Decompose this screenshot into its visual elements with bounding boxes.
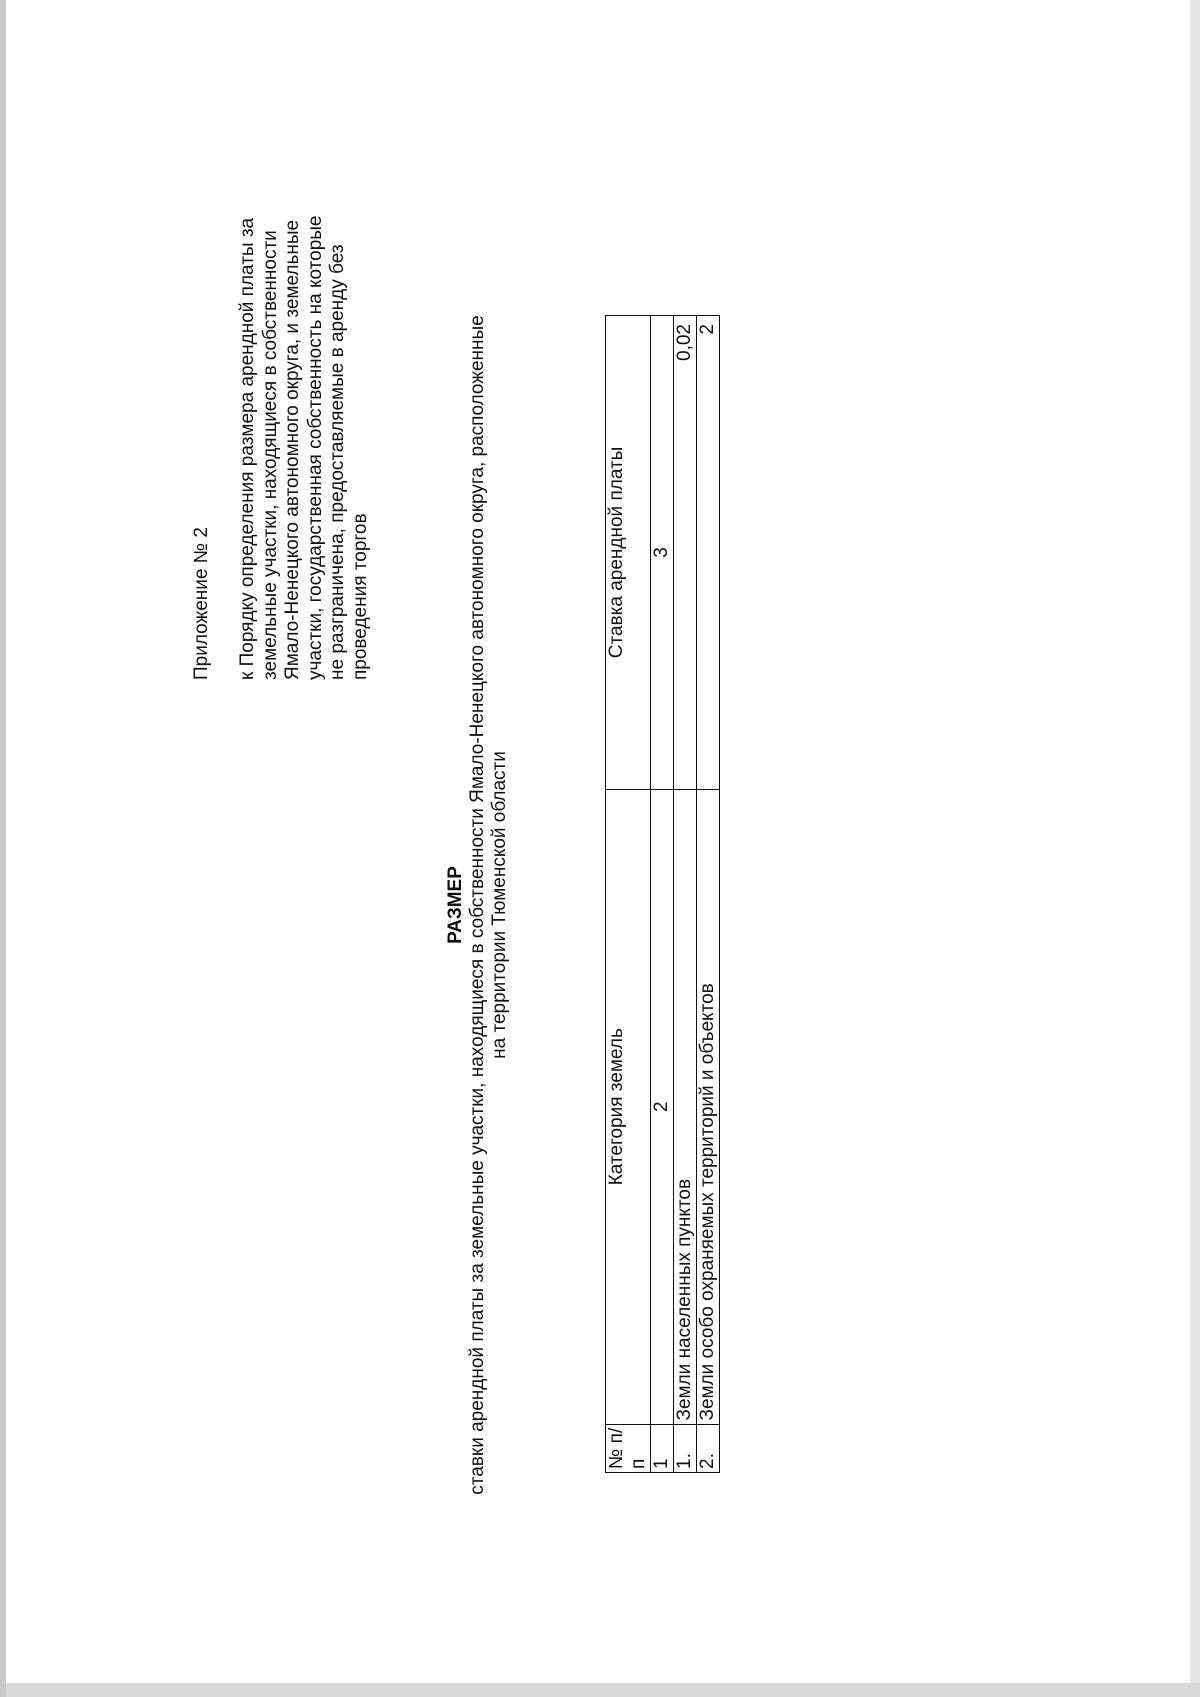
page-edge (1190, 0, 1200, 1697)
row-category: Земли особо охраняемых территорий и объектов (697, 789, 720, 1424)
document-subtitle: ставки арендной платы за земельные участки, находящиеся в собственности Ямало-Ненецкого автономного округа, расположенные на территории Тюменской области (467, 315, 510, 1495)
document-title: РАЗМЕР (445, 866, 466, 944)
row-rate: 0,02 (674, 316, 697, 790)
rates-table (605, 315, 720, 1473)
numbering-cell: 1 (651, 1424, 674, 1472)
heading-block (445, 310, 511, 1500)
row-number: 2. (697, 1424, 720, 1472)
appendix-title: Приложение № 2 (191, 527, 212, 680)
rotated-content (190, 160, 730, 1500)
page-edge-bottom (6, 1683, 1200, 1697)
row-number: 1. (674, 1424, 697, 1472)
row-rate: 2 (697, 316, 720, 790)
table-row (697, 316, 720, 1473)
header-number: № п/п (606, 1424, 651, 1472)
numbering-cell: 3 (651, 316, 674, 790)
table-numbering-row (651, 316, 674, 1473)
table-header-row (606, 316, 651, 1473)
row-category: Земли населенных пунктов (674, 789, 697, 1424)
header-category: Категория земель (606, 789, 651, 1424)
header-rate: Ставка арендной платы (606, 316, 651, 790)
table-row (674, 316, 697, 1473)
numbering-cell: 2 (651, 789, 674, 1424)
appendix-text: к Порядку определения размера арендной платы за земельные участки, находящиеся в собственности Ямало-Ненецкого автономного округа, и земельные участки, государственная собственность на которые не разграничена, предоставляемые в аренду без проведения торгов (237, 215, 371, 680)
